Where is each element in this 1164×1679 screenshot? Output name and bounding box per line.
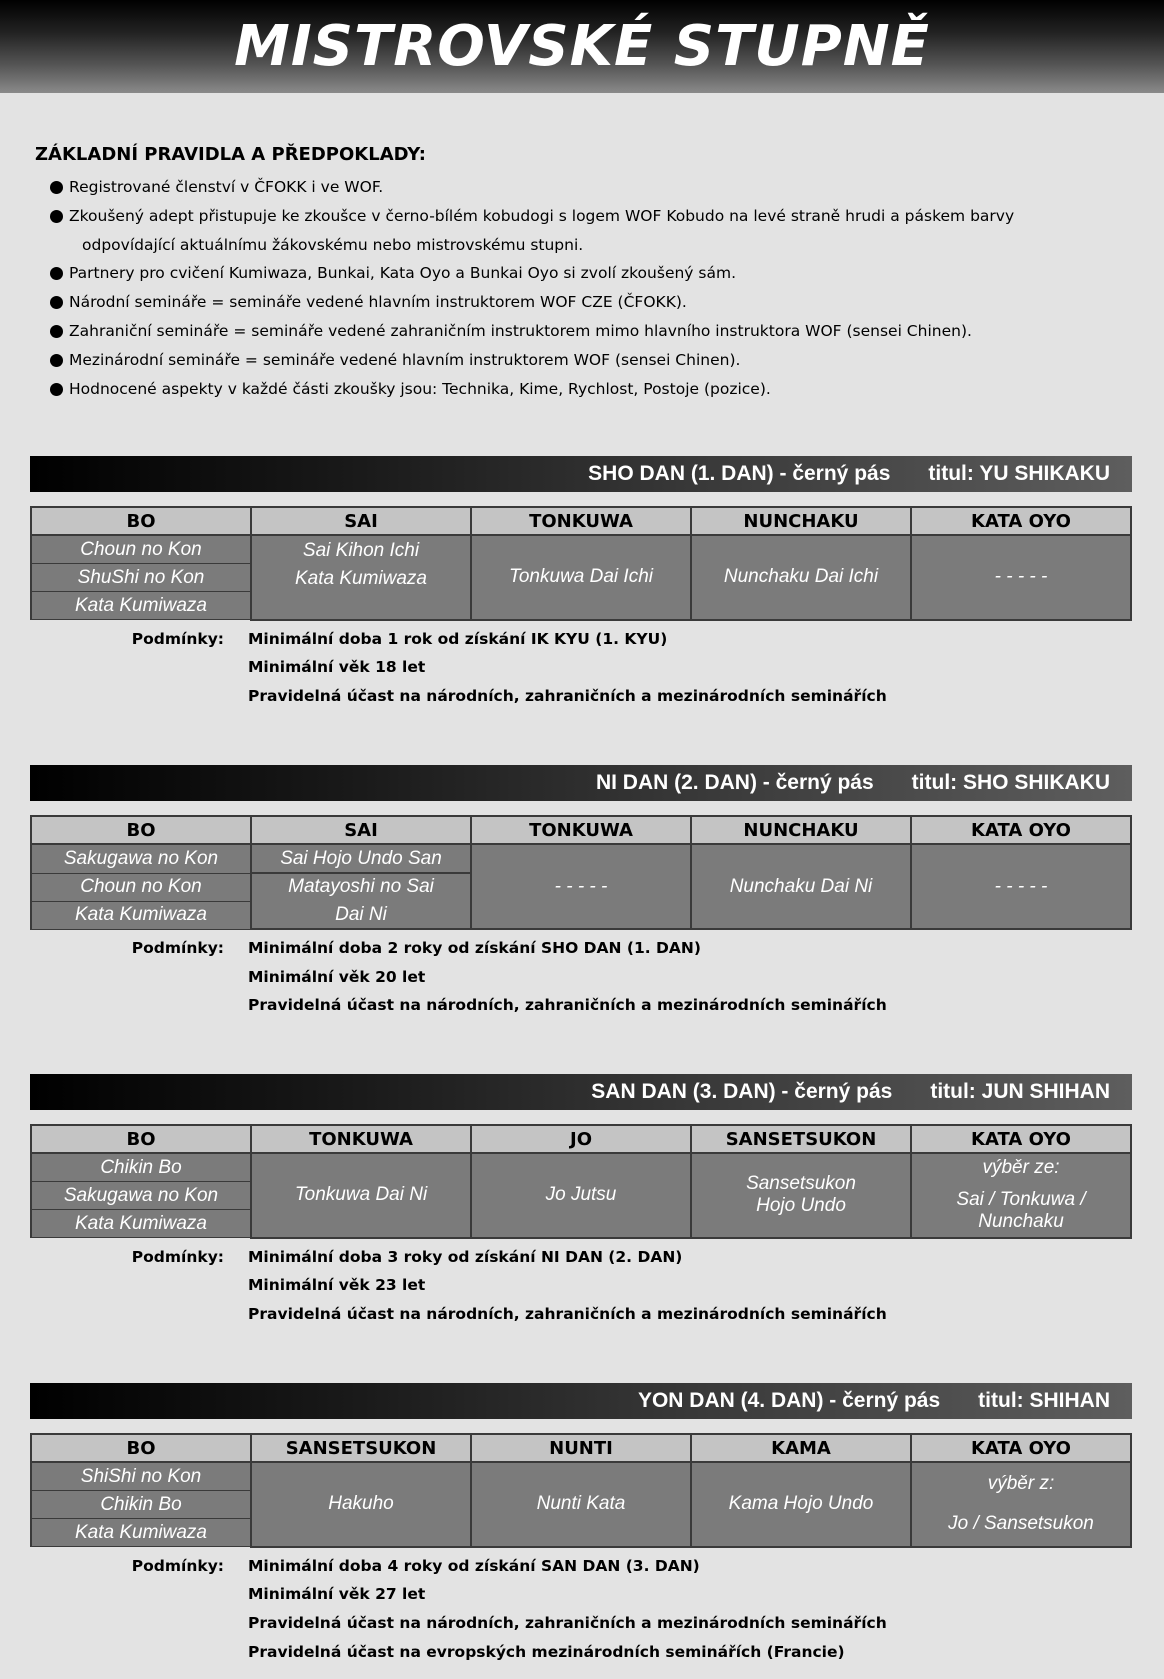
condition-item: Minimální doba 2 roky od získání SHO DAN (1. DAN) bbox=[248, 939, 701, 957]
table-cell: Tonkuwa Dai Ichi bbox=[471, 535, 691, 620]
table-cell: Kata Kumiwaza bbox=[31, 901, 251, 929]
table-cell: Kata Kumiwaza bbox=[31, 1210, 251, 1238]
condition-item: Minimální věk 23 let bbox=[248, 1276, 426, 1295]
table-cell: - - - - - bbox=[471, 844, 691, 929]
column-header: BO bbox=[31, 1434, 251, 1462]
condition-item: Minimální věk 18 let bbox=[248, 658, 426, 677]
rule-item: Partnery pro cvičení Kumiwaza, Bunkai, Kata Oyo a Bunkai Oyo si zvolí zkoušený sám. bbox=[35, 259, 1135, 288]
table-cell: Nunti Kata bbox=[471, 1462, 691, 1547]
column-header: BO bbox=[31, 1125, 251, 1153]
rule-item: Zkoušený adept přistupuje ke zkoušce v černo-bílém kobudogi s logem WOF Kobudo na levé straně hrudi a páskem barvy bbox=[35, 202, 1135, 231]
bullet-icon bbox=[50, 354, 63, 367]
dan-heading-bar bbox=[30, 456, 1132, 492]
column-header: JO bbox=[471, 1125, 691, 1153]
table-cell: Nunchaku Dai Ichi bbox=[691, 535, 911, 620]
conditions-label: Podmínky: bbox=[131, 1556, 224, 1575]
dan-table bbox=[30, 1124, 1132, 1239]
condition-item: Pravidelná účast na národních, zahraničních a mezinárodních seminářích bbox=[248, 996, 887, 1015]
bullet-icon bbox=[50, 210, 63, 223]
column-header: TONKUWA bbox=[471, 507, 691, 535]
table-cell: - - - - - bbox=[911, 844, 1131, 929]
bullet-icon bbox=[50, 296, 63, 309]
table-cell: Chikin Bo bbox=[31, 1491, 251, 1519]
column-header: KATA OYO bbox=[911, 1125, 1131, 1153]
column-header: KATA OYO bbox=[911, 507, 1131, 535]
table-cell: Chikin Bo bbox=[31, 1153, 251, 1182]
column-header: SAI bbox=[251, 507, 471, 535]
dan-table bbox=[30, 506, 1132, 621]
dan-title: titul: JUN SHIHAN bbox=[930, 1080, 1110, 1103]
table-cell: Jo Jutsu bbox=[471, 1153, 691, 1238]
column-header: SANSETSUKON bbox=[691, 1125, 911, 1153]
table-cell: ShuShi no Kon bbox=[31, 564, 251, 592]
conditions bbox=[30, 1243, 1132, 1329]
table-cell: výběr z: Jo / Sansetsukon bbox=[911, 1462, 1131, 1547]
table-cell: Tonkuwa Dai Ni bbox=[251, 1153, 471, 1238]
conditions bbox=[30, 934, 1132, 1020]
rule-item: Zahraniční semináře = semináře vedené zahraničním instruktorem mimo hlavního instruktora WOF (sensei Chinen). bbox=[35, 317, 1135, 346]
column-header: SAI bbox=[251, 816, 471, 844]
conditions bbox=[30, 1552, 1132, 1667]
column-header: KAMA bbox=[691, 1434, 911, 1462]
dan-title: titul: SHIHAN bbox=[978, 1389, 1110, 1412]
rule-item: Národní semináře = semináře vedené hlavním instruktorem WOF CZE (ČFOKK). bbox=[35, 288, 1135, 317]
table-cell: Sai Kihon Ichi Kata Kumiwaza bbox=[251, 535, 471, 620]
column-header: BO bbox=[31, 816, 251, 844]
table-cell: Choun no Kon bbox=[31, 535, 251, 564]
table-cell: Kata Kumiwaza bbox=[31, 592, 251, 620]
bullet-icon bbox=[50, 325, 63, 338]
column-header: NUNTI bbox=[471, 1434, 691, 1462]
column-header: SANSETSUKON bbox=[251, 1434, 471, 1462]
bullet-icon bbox=[50, 383, 63, 396]
rule-item: Hodnocené aspekty v každé části zkoušky jsou: Technika, Kime, Rychlost, Postoje (pozice). bbox=[35, 375, 1135, 404]
bullet-icon bbox=[50, 267, 63, 280]
dan-heading: YON DAN (4. DAN) - černý pás bbox=[637, 1389, 941, 1412]
table-cell: Sakugawa no Kon bbox=[31, 1182, 251, 1210]
conditions-label: Podmínky: bbox=[131, 939, 224, 957]
dan-title: titul: YU SHIKAKU bbox=[928, 462, 1110, 485]
condition-item: Pravidelná účast na národních, zahraničních a mezinárodních seminářích bbox=[248, 1304, 887, 1323]
column-header: KATA OYO bbox=[911, 1434, 1131, 1462]
dan-heading: SHO DAN (1. DAN) - černý pás bbox=[588, 462, 891, 485]
rules-section bbox=[35, 144, 1135, 403]
column-header: TONKUWA bbox=[251, 1125, 471, 1153]
dan-title: titul: SHO SHIKAKU bbox=[911, 771, 1110, 794]
column-header: BO bbox=[31, 507, 251, 535]
rules-list bbox=[35, 173, 1135, 403]
column-header: NUNCHAKU bbox=[691, 507, 911, 535]
conditions-label: Podmínky: bbox=[131, 629, 224, 648]
table-cell: Kama Hojo Undo bbox=[691, 1462, 911, 1547]
table-cell: Sansetsukon Hojo Undo bbox=[691, 1153, 911, 1238]
condition-item: Pravidelná účast na národních, zahraničních a mezinárodních seminářích bbox=[248, 686, 887, 705]
bullet-icon bbox=[50, 181, 63, 194]
table-cell: Matayoshi no Sai Dai Ni bbox=[251, 873, 471, 929]
column-header: NUNCHAKU bbox=[691, 816, 911, 844]
dan-section-3 bbox=[30, 1074, 1132, 1329]
rule-item-continuation: odpovídající aktuálnímu žákovskému nebo mistrovskému stupni. bbox=[82, 235, 584, 254]
condition-item: Minimální věk 20 let bbox=[248, 967, 426, 986]
condition-item: Minimální doba 1 rok od získání IK KYU (1. KYU) bbox=[248, 629, 668, 648]
dan-section-2 bbox=[30, 765, 1132, 1020]
dan-section-4 bbox=[30, 1383, 1132, 1666]
dan-table bbox=[30, 1433, 1132, 1548]
conditions-label: Podmínky: bbox=[131, 1247, 224, 1266]
condition-item: Minimální doba 3 roky od získání NI DAN (2. DAN) bbox=[248, 1247, 683, 1266]
dan-section-1 bbox=[30, 456, 1132, 711]
rule-item: Mezinárodní semináře = semináře vedené hlavním instruktorem WOF (sensei Chinen). bbox=[35, 346, 1135, 375]
condition-item: Pravidelná účast na národních, zahraničních a mezinárodních seminářích bbox=[248, 1613, 887, 1632]
condition-item: Minimální doba 4 roky od získání SAN DAN (3. DAN) bbox=[248, 1556, 700, 1575]
rule-item: Registrované členství v ČFOKK i ve WOF. bbox=[35, 173, 1135, 202]
page-title: MISTROVSKÉ STUPNĚ bbox=[234, 14, 930, 79]
table-cell: Sakugawa no Kon bbox=[31, 844, 251, 873]
column-header: TONKUWA bbox=[471, 816, 691, 844]
dan-heading: SAN DAN (3. DAN) - černý pás bbox=[591, 1080, 893, 1103]
rules-heading: ZÁKLADNÍ PRAVIDLA A PŘEDPOKLADY: bbox=[35, 144, 426, 165]
condition-item: Minimální věk 27 let bbox=[248, 1585, 426, 1604]
condition-item: Pravidelná účast na evropských mezinárodních seminářích (Francie) bbox=[248, 1642, 845, 1661]
page-header bbox=[0, 0, 1164, 93]
table-cell: Sai Hojo Undo San bbox=[251, 844, 471, 873]
dan-table bbox=[30, 815, 1132, 930]
table-cell: ShiShi no Kon bbox=[31, 1462, 251, 1491]
column-header: KATA OYO bbox=[911, 816, 1131, 844]
dan-heading-bar bbox=[30, 1383, 1132, 1419]
dan-heading-bar bbox=[30, 1074, 1132, 1110]
table-cell: Kata Kumiwaza bbox=[31, 1519, 251, 1547]
table-cell: - - - - - bbox=[911, 535, 1131, 620]
dan-heading: NI DAN (2. DAN) - černý pás bbox=[595, 771, 874, 794]
table-cell: Choun no Kon bbox=[31, 873, 251, 901]
table-cell: výběr ze: Sai / Tonkuwa / Nunchaku bbox=[911, 1153, 1131, 1238]
dan-heading-bar bbox=[30, 765, 1132, 801]
table-cell: Nunchaku Dai Ni bbox=[691, 844, 911, 929]
table-cell: Hakuho bbox=[251, 1462, 471, 1547]
conditions bbox=[30, 625, 1132, 711]
